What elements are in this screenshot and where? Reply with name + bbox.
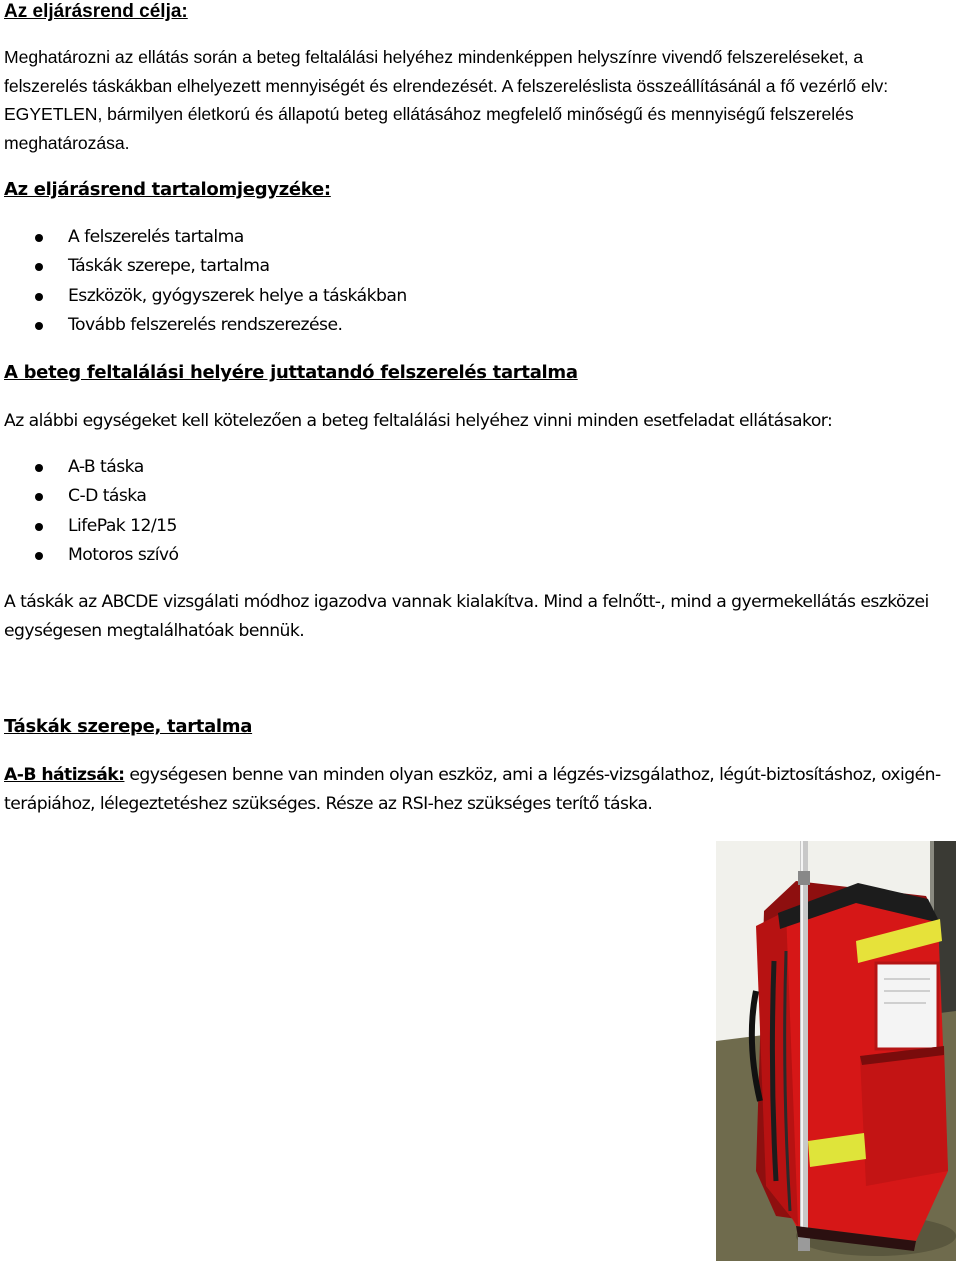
ab-backpack-lead: A-B hátizsák: xyxy=(4,765,125,785)
list-item xyxy=(4,512,179,541)
ab-backpack-paragraph xyxy=(4,761,949,819)
list-item-label: A felszerelés tartalma xyxy=(68,227,244,247)
content-list xyxy=(4,453,179,570)
bullet-icon xyxy=(35,293,43,301)
list-item-label: A-B táska xyxy=(68,457,144,477)
list-item xyxy=(4,482,179,511)
abcde-paragraph: A táskák az ABCDE vizsgálati módhoz igazodva vannak kialakítva. Mind a felnőtt-, mind a gyermekellátás eszközei egységesen megtalálhatóak bennük. xyxy=(4,592,929,641)
bullet-icon xyxy=(35,263,43,271)
list-item xyxy=(4,541,179,570)
intro-heading: Az eljárásrend célja: xyxy=(4,1,188,22)
bullet-icon xyxy=(35,523,43,531)
content-paragraph: Az alábbi egységeket kell kötelezően a beteg feltalálási helyéhez vinni minden esetfeladat ellátásakor: xyxy=(4,411,833,431)
list-item-label: C-D táska xyxy=(68,486,147,507)
toc-list xyxy=(4,223,407,340)
list-item-label: Motoros szívó xyxy=(68,544,179,565)
bullet-icon xyxy=(35,464,43,472)
list-item xyxy=(4,311,407,340)
ab-backpack-text: egységesen benne van minden olyan eszköz, ami a légzés-vizsgálathoz, légút-biztosításhoz, oxigén-terápiához, lélegeztetéshez szükséges. Része az RSI-hez szükséges terítő táska. xyxy=(4,765,941,814)
bullet-icon xyxy=(35,234,43,242)
list-item xyxy=(4,282,407,311)
bags-heading: Táskák szerepe, tartalma xyxy=(4,716,253,737)
toc-heading: Az eljárásrend tartalomjegyzéke: xyxy=(4,179,331,200)
intro-paragraph: Meghatározni az ellátás során a beteg feltalálási helyéhez mindenképpen helyszínre vivendő felszereléseket, a felszerelés táskákban elhelyezett mennyiségét és elrendezését. A felszereléslista összeállításánál a fő vezérlő elv: EGYETLEN, bármilyen életkorú és állapotú beteg ellátásához megfelelő minőségű és mennyiségű felszerelés meghatározása. xyxy=(4,47,889,153)
bullet-icon xyxy=(35,552,43,560)
list-item-label: Eszközök, gyógyszerek helye a táskákban xyxy=(68,285,407,306)
bullet-icon xyxy=(35,493,43,501)
list-item xyxy=(4,453,179,482)
red-medical-backpack-photo xyxy=(716,841,956,1261)
list-item xyxy=(4,252,407,281)
list-item xyxy=(4,223,407,252)
list-item-label: Tovább felszerelés rendszerezése. xyxy=(68,314,343,335)
list-item-label: LifePak 12/15 xyxy=(68,515,177,536)
list-item-label: Táskák szerepe, tartalma xyxy=(68,256,270,277)
bullet-icon xyxy=(35,322,43,330)
content-heading: A beteg feltalálási helyére juttatandó felszerelés tartalma xyxy=(4,362,578,383)
